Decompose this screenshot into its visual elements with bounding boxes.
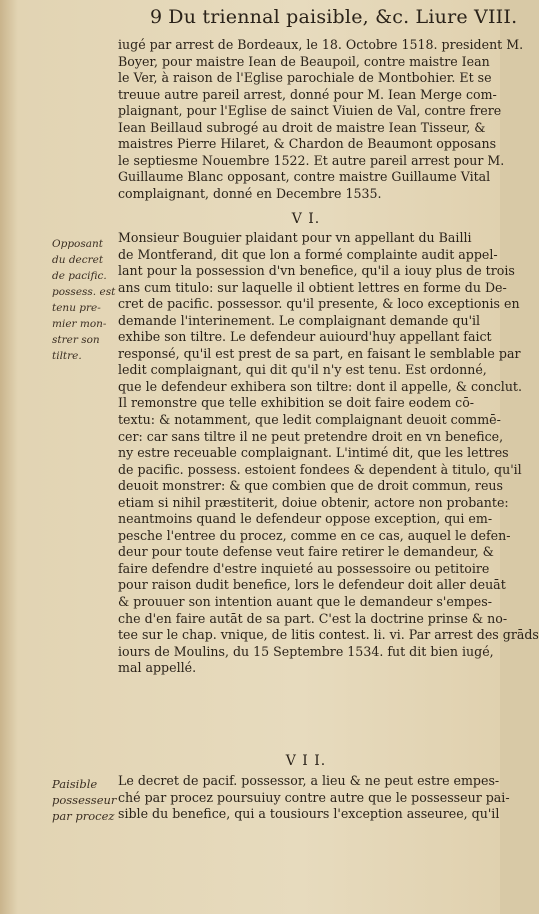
margin-note-line: tenu pre- <box>52 302 101 314</box>
text-line: lant pour la possession d'vn benefice, qu'il a iouy plus de trois <box>118 263 515 279</box>
text-line: pesche l'entree du procez, comme en ce cas, auquel le defen- <box>118 527 511 543</box>
margin-note-line: strer son <box>52 334 100 346</box>
margin-note-opposant <box>52 236 118 364</box>
text-line: iugé par arrest de Bordeaux, le 18. Octobre 1518. president M. <box>118 37 524 52</box>
text-line: neantmoins quand le defendeur oppose exception, qui em- <box>118 511 493 527</box>
paragraph-section-vi <box>118 230 539 677</box>
margin-note-line: tiltre. <box>52 350 82 362</box>
text-line: iours de Moulins, du 15 Septembre 1534. fut dit bien iugé, <box>118 643 494 659</box>
margin-note-line: de pacific. <box>52 270 107 282</box>
margin-note-line: Paisible <box>52 777 98 791</box>
text-line: tee sur le chap. vnique, de litis contest. li. vi. Par arrest des grāds <box>118 627 539 643</box>
running-title: Du triennal paisible, &c. Liure VIII. <box>168 6 518 28</box>
text-line: ché par procez poursuiuy contre autre que le possesseur pai- <box>118 789 510 805</box>
margin-note-paisible <box>52 776 118 824</box>
text-line: etiam si nihil præstiterit, doiue obtenir, actore non probante: <box>118 494 509 510</box>
text-line: Iean Beillaud subrogé au droit de maistre Iean Tisseur, & <box>118 119 486 135</box>
paragraph-continued <box>118 37 524 202</box>
paragraph-section-vii <box>118 773 510 823</box>
text-line: pour raison dudit benefice, lors le defendeur doit aller deuāt <box>118 577 506 593</box>
text-line: cer: car sans tiltre il ne peut pretendre droit en vn benefice, <box>118 428 504 444</box>
running-header <box>150 6 518 28</box>
text-line: le septiesme Nouembre 1522. Et autre pareil arrest pour M. <box>118 152 505 168</box>
text-line: ans cum titulo: sur laquelle il obtient lettres en forme du De- <box>118 279 507 295</box>
text-line: faire defendre d'estre inquieté au possessoire ou petitoire <box>118 560 490 576</box>
text-line: maistres Pierre Hilaret, & Chardon de Beaumont opposans <box>118 136 497 152</box>
text-line: Boyer, pour maistre Iean de Beaupoil, contre maistre Iean <box>118 53 490 69</box>
text-line: de pacific. possess. estoient fondees & dependent à titulo, qu'il <box>118 461 522 477</box>
text-line: exhibe son tiltre. Le defendeur auiourd'huy appellant faict <box>118 329 492 345</box>
section-heading-vii: V I I. <box>285 753 327 769</box>
text-line: Il remonstre que telle exhibition se doit faire eodem cō- <box>118 395 475 411</box>
text-line: plaignant, pour l'Eglise de sainct Viuien de Val, contre frere <box>118 103 502 119</box>
text-line: Monsieur Bouguier plaidant pour vn appellant du Bailli <box>118 230 472 245</box>
margin-note-line: Opposant <box>52 238 104 250</box>
margin-note-line: du decret <box>52 254 104 266</box>
text-line: che d'en faire autāt de sa part. C'est la doctrine prinse & no- <box>118 610 508 626</box>
text-line: treuue autre pareil arrest, donné pour M. Iean Merge com- <box>118 86 497 102</box>
text-line: Guillaume Blanc opposant, contre maistre Guillaume Vital <box>118 169 491 185</box>
text-line: Le decret de pacif. possessor, a lieu & ne peut estre empes- <box>118 773 500 788</box>
text-line: ny estre receuable complaignant. L'intimé dit, que les lettres <box>118 445 509 461</box>
margin-note-line: mier mon- <box>52 318 107 330</box>
text-line: & prouuer son intention auant que le demandeur s'empes- <box>118 594 492 610</box>
text-line: de Montferand, dit que lon a formé complainte audit appel- <box>118 246 498 262</box>
text-line: cret de pacific. possessor. qu'il presente, & loco exceptionis en <box>118 296 520 312</box>
text-line: responsé, qu'il est prest de sa part, en faisant le semblable par <box>118 345 521 361</box>
section-heading-vi: V I. <box>291 211 321 227</box>
text-line: deur pour toute defense veut faire retirer le demandeur, & <box>118 544 494 560</box>
text-line: que le defendeur exhibera son tiltre: dont il appelle, & conclut. <box>118 378 522 394</box>
margin-note-line: par procez <box>52 809 115 823</box>
margin-note-line: possess. est <box>52 286 116 298</box>
text-line: textu: & notamment, que ledit complaignant deuoit commē- <box>118 412 501 428</box>
text-line: sible du benefice, qui a tousiours l'exception asseuree, qu'il <box>118 806 500 822</box>
text-line: le Ver, à raison de l'Eglise parochiale de Montbohier. Et se <box>118 70 492 86</box>
text-line: mal appellé. <box>118 660 197 676</box>
text-line: ledit complaignant, qui dit qu'il n'y est tenu. Est ordonné, <box>118 362 487 378</box>
margin-note-line: possesseur <box>52 793 117 807</box>
text-line: deuoit monstrer: & que combien que de droit commun, reus <box>118 478 503 494</box>
text-line: complaignant, donné en Decembre 1535. <box>118 185 382 201</box>
page-number: 9 <box>150 6 163 28</box>
text-line: demande l'interinement. Le complaignant demande qu'il <box>118 312 481 328</box>
